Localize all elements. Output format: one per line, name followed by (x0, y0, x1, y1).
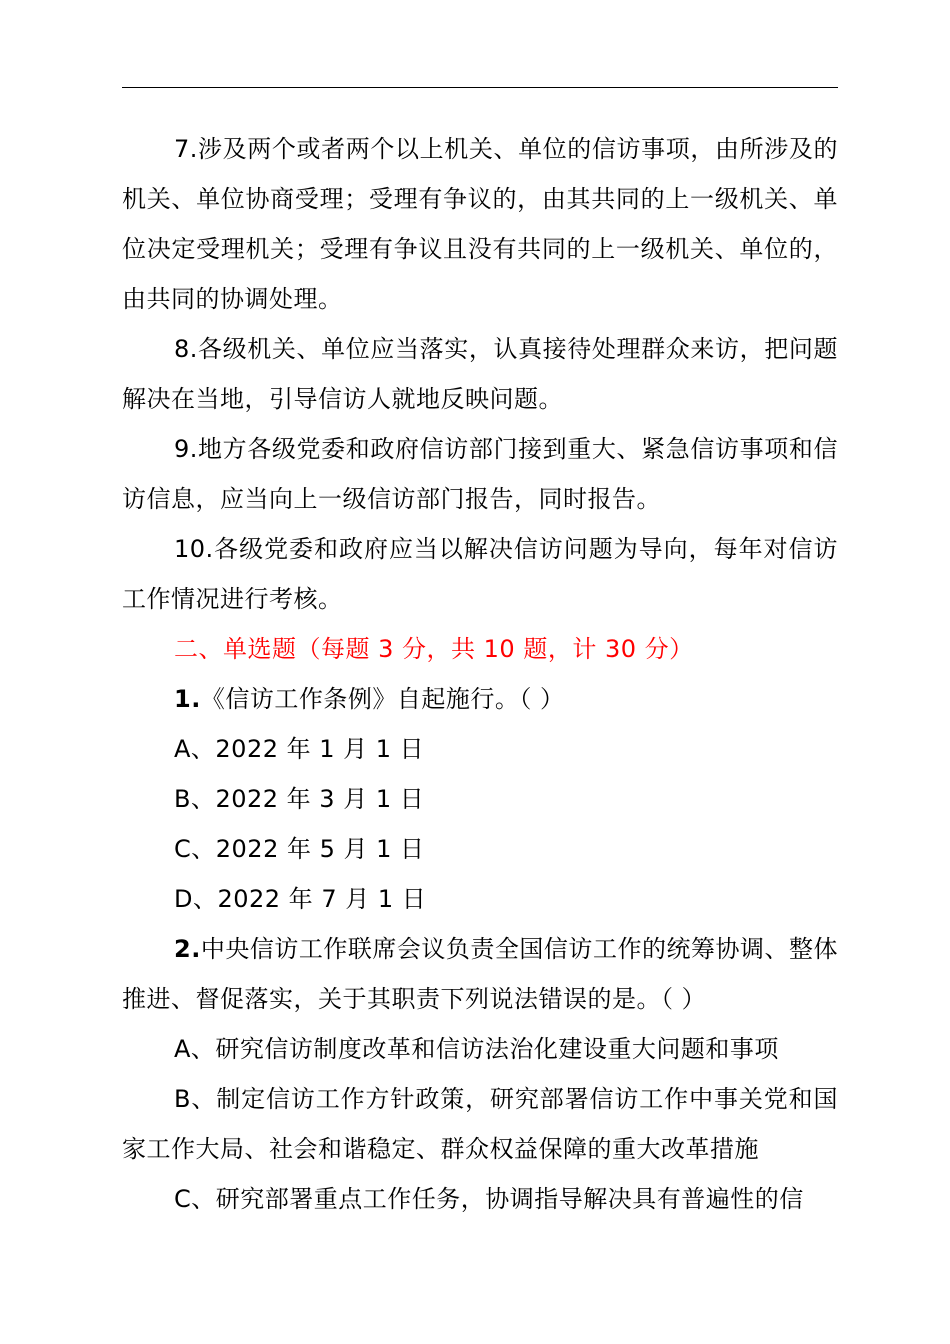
question-2-number: 2. (174, 935, 201, 963)
section-heading: 二、单选题（每题 3 分，共 10 题，计 30 分） (174, 635, 694, 663)
paragraph-9: 9.地方各级党委和政府信访部门接到重大、紧急信访事项和信访信息，应当向上一级信访部门报告，同时报告。 (122, 435, 838, 513)
document-body (122, 124, 838, 1224)
question-2-option-a: A、研究信访制度改革和信访法治化建设重大问题和事项 (174, 1035, 779, 1063)
paragraph-7: 7.涉及两个或者两个以上机关、单位的信访事项，由所涉及的机关、单位协商受理；受理有争议的，由其共同的上一级机关、单位决定受理机关；受理有争议且没有共同的上一级机关、单位的，由共同的协调处理。 (122, 135, 838, 313)
question-1 (122, 674, 838, 724)
question-1-option-b: B、2022 年 3 月 1 日 (174, 785, 425, 813)
paragraph-10: 10.各级党委和政府应当以解决信访问题为导向，每年对信访工作情况进行考核。 (122, 535, 838, 613)
paragraph-8: 8.各级机关、单位应当落实，认真接待处理群众来访，把问题解决在当地，引导信访人就地反映问题。 (122, 335, 838, 413)
question-2-text: 中央信访工作联席会议负责全国信访工作的统筹协调、整体推进、督促落实，关于其职责下列说法错误的是。（ ） (122, 935, 838, 1013)
question-1-text: 《信访工作条例》自起施行。（ ） (200, 685, 565, 713)
question-2 (122, 924, 838, 1024)
question-1-option-a: A、2022 年 1 月 1 日 (174, 735, 425, 763)
question-2-option-b: B、制定信访工作方针政策，研究部署信访工作中事关党和国家工作大局、社会和谐稳定、群众权益保障的重大改革措施 (122, 1085, 838, 1163)
question-2-option-c: C、研究部署重点工作任务，协调指导解决具有普遍性的信 (174, 1185, 804, 1213)
question-1-option-d: D、2022 年 7 月 1 日 (174, 885, 427, 913)
header-rule (122, 87, 838, 88)
question-1-number: 1. (174, 685, 201, 713)
question-1-option-c: C、2022 年 5 月 1 日 (174, 835, 425, 863)
